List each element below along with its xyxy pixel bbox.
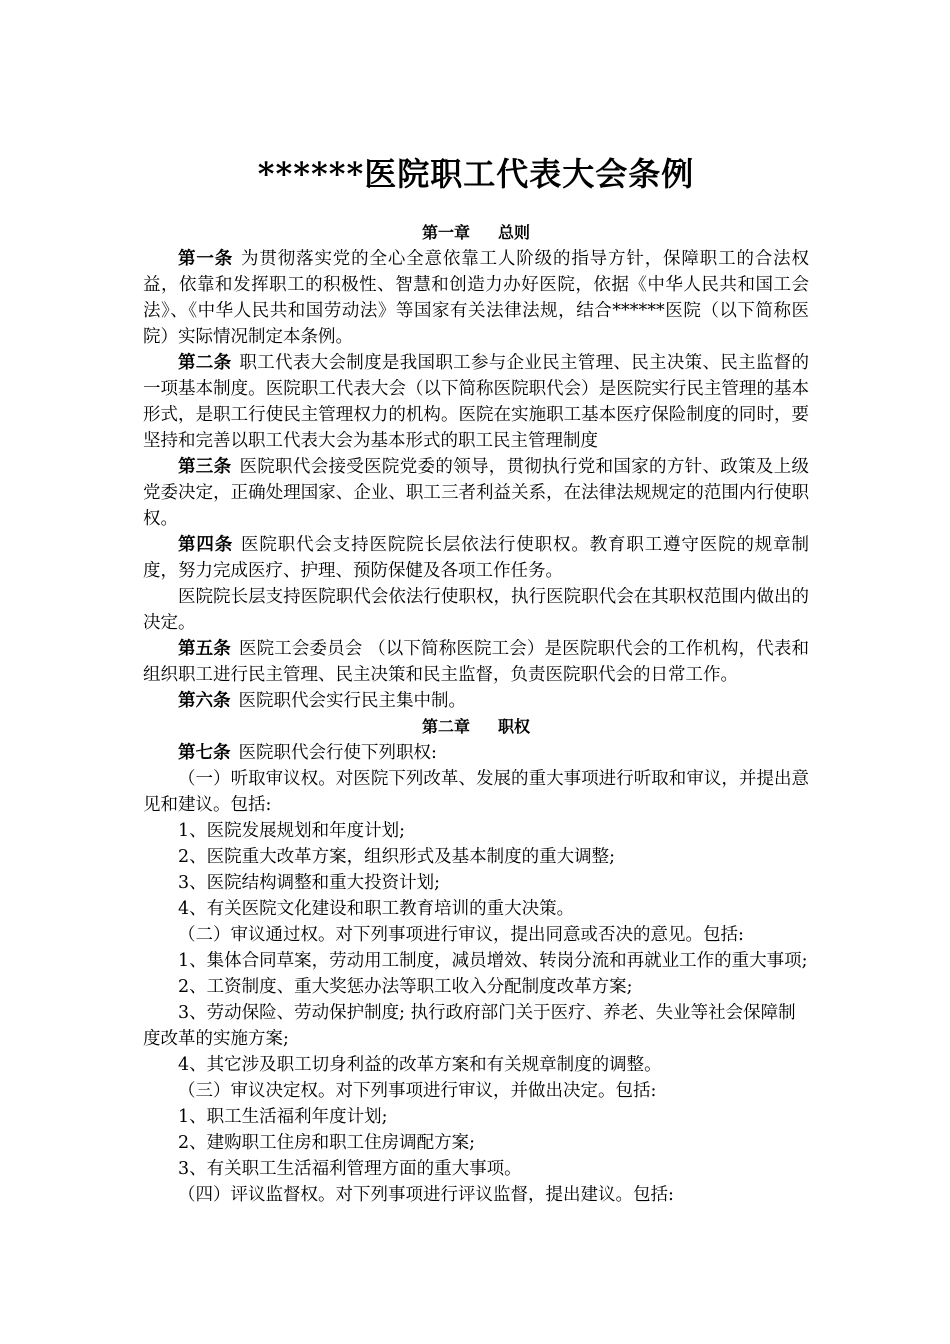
article-6 <box>143 688 809 714</box>
article-5 <box>143 636 809 688</box>
article-text: 医院职代会接受医院党委的领导，贯彻执行党和国家的方针、政策及上级党委决定，正确处理国家、企业、职工三者利益关系，在法律法规规定的范围内行使职权。 <box>143 457 810 529</box>
article-text: 医院职代会实行民主集中制。 <box>238 691 466 711</box>
section-3-heading: （三）审议决定权。对下列事项进行审议，并做出决定。包括: <box>178 1081 657 1101</box>
article-3 <box>143 454 809 532</box>
article-4 <box>143 532 809 584</box>
article-2 <box>143 350 809 454</box>
article-text: 医院院长层支持医院职代会依法行使职权，执行医院职代会在其职权范围内做出的决定。 <box>143 587 809 633</box>
document-title: ******医院职工代表大会条例 <box>257 155 695 193</box>
chapter-name: 总则 <box>498 223 531 242</box>
section-2-item: 4、其它涉及职工切身利益的改革方案和有关规章制度的调整。 <box>178 1055 662 1075</box>
section-1-item: 4、有关医院文化建设和职工教育培训的重大决策。 <box>178 899 575 919</box>
document-body <box>143 220 809 1208</box>
section-2-item: 2、工资制度、重大奖惩办法等职工收入分配制度改革方案; <box>178 977 633 997</box>
section-1-item: 2、医院重大改革方案，组织形式及基本制度的重大调整; <box>178 847 616 867</box>
section-2-item: 3、劳动保险、劳动保护制度; 执行政府部门关于医疗、养老、失业等社会保障制度改革的实施方案; <box>143 1003 796 1049</box>
article-text: 医院职代会支持医院院长层依法行使职权。教育职工遵守医院的规章制度，努力完成医疗、护理、预防保健及各项工作任务。 <box>143 535 809 581</box>
chapter-name: 职权 <box>498 717 531 736</box>
section-2-heading: （二）审议通过权。对下列事项进行审议，提出同意或否决的意见。包括: <box>178 925 744 945</box>
chapter-label: 第二章 <box>421 717 470 736</box>
article-label: 第七条 <box>178 743 231 763</box>
section-4-heading: （四）评议监督权。对下列事项进行评议监督，提出建议。包括: <box>178 1185 674 1205</box>
section-3-item: 2、建购职工住房和职工住房调配方案; <box>178 1133 476 1153</box>
article-4-continued <box>143 584 809 636</box>
chapter-heading-2 <box>143 714 809 740</box>
section-1-item: 1、医院发展规划和年度计划; <box>178 821 406 841</box>
article-label: 第三条 <box>178 457 232 477</box>
section-1-heading: （一）听取审议权。对医院下列改革、发展的重大事项进行听取和审议，并提出意见和建议。包括: <box>143 769 809 815</box>
article-1 <box>143 246 809 350</box>
article-label: 第六条 <box>178 691 231 711</box>
article-text: 职工代表大会制度是我国职工参与企业民主管理、民主决策、民主监督的一项基本制度。医院职工代表大会（以下简称医院职代会）是医院实行民主管理的基本形式，是职工行使民主管理权力的机构。医院在实施职工基本医疗保险制度的同时，要坚持和完善以职工代表大会为基本形式的职工民主管理制度 <box>143 353 810 451</box>
chapter-label: 第一章 <box>421 223 470 242</box>
article-text: 医院职代会行使下列职权: <box>238 743 437 763</box>
section-1-item: 3、医院结构调整和重大投资计划; <box>178 873 441 893</box>
chapter-heading-1 <box>143 220 809 246</box>
article-text: 医院工会委员会 （以下简称医院工会）是医院职代会的工作机构，代表和组织职工进行民主管理、民主决策和民主监督，负责医院职代会的日常工作。 <box>143 639 810 685</box>
article-label: 第四条 <box>178 535 234 555</box>
article-7 <box>143 740 809 766</box>
article-text: 为贯彻落实党的全心全意依靠工人阶级的指导方针，保障职工的合法权益，依靠和发挥职工的积极性、智慧和创造力办好医院，依据《中华人民共和国工会法》、《中华人民共和国劳动法》等国家有关法律法规，结合******医院（以下简称医院）实际情况制定本条例。 <box>143 249 809 347</box>
section-3-item: 3、有关职工生活福利管理方面的重大事项。 <box>178 1159 522 1179</box>
article-label: 第二条 <box>178 353 232 373</box>
section-3-item: 1、职工生活福利年度计划; <box>178 1107 388 1127</box>
section-2-item: 1、集体合同草案，劳动用工制度，减员增效、转岗分流和再就业工作的重大事项; <box>178 951 808 971</box>
article-label: 第五条 <box>178 639 231 659</box>
article-label: 第一条 <box>178 249 234 269</box>
